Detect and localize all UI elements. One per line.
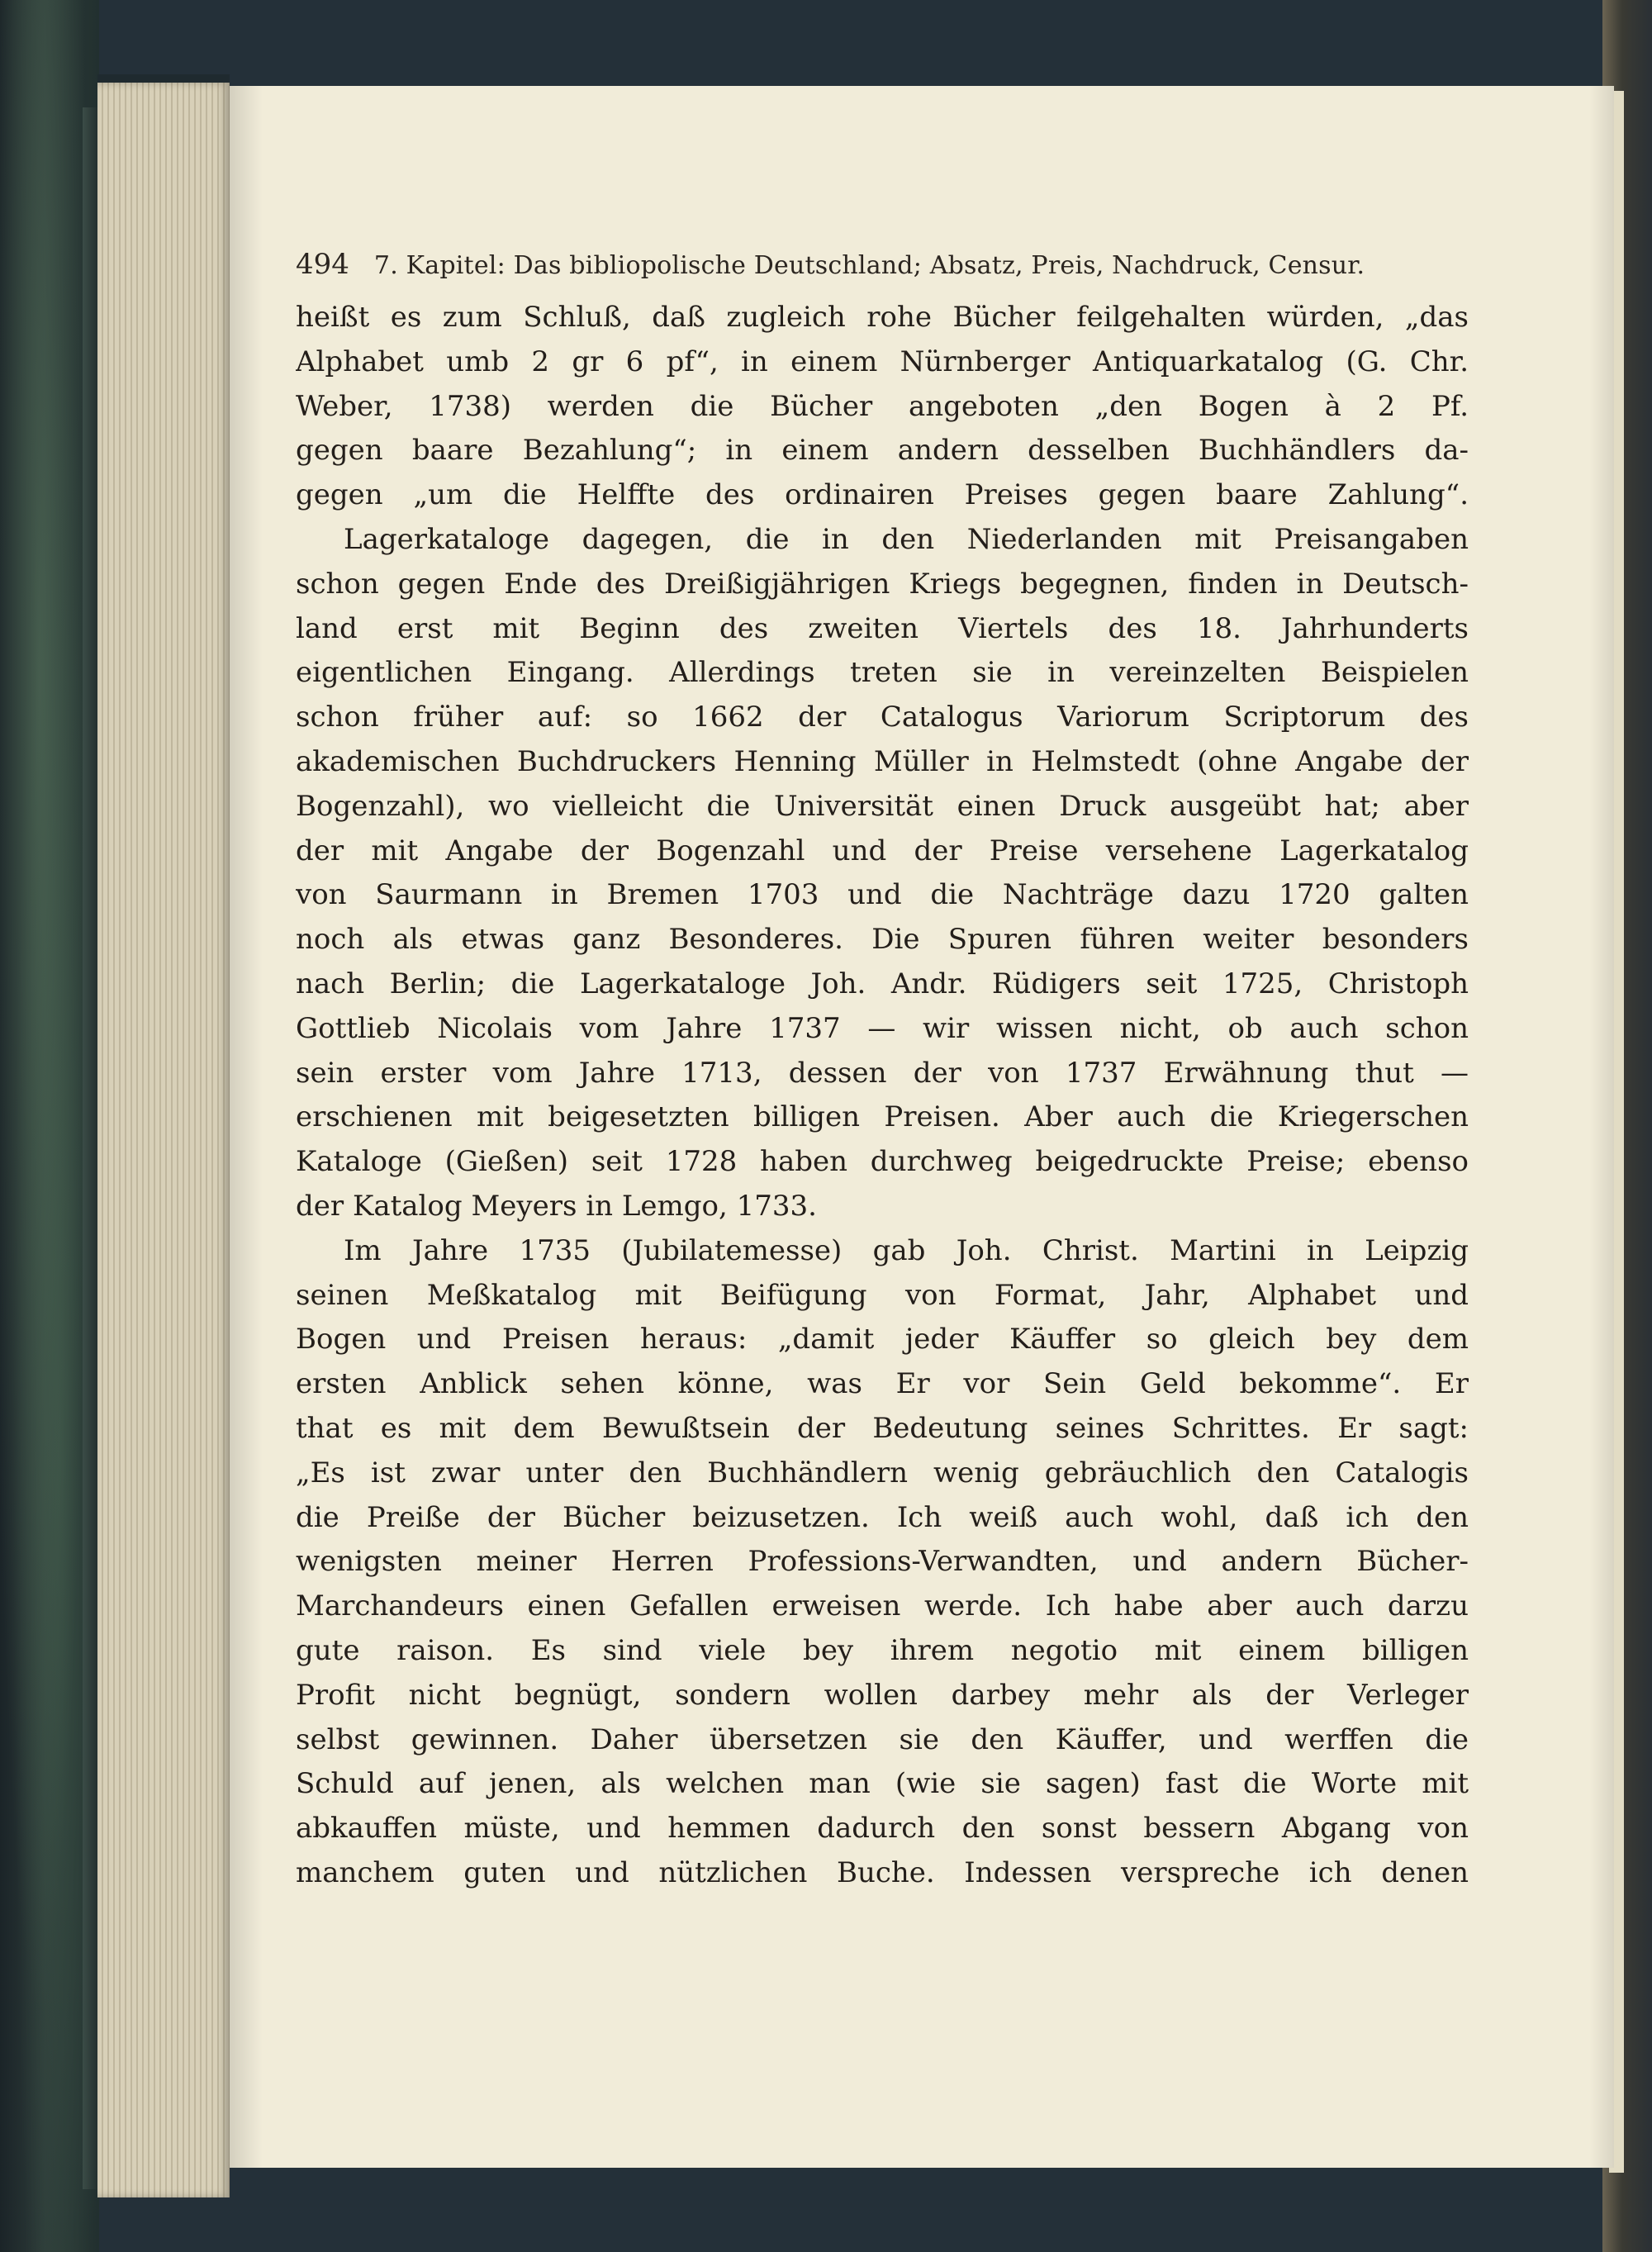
text-line: erschienen mit beigesetzten billigen Preisen. Aber auch die Kriegerschen <box>296 1100 1469 1134</box>
text-line: Schuld auf jenen, als welchen man (wie sie sagen) fast die Worte mit <box>296 1767 1469 1801</box>
body-text <box>296 296 1469 1896</box>
page-number: 494 <box>296 248 349 281</box>
page-stack-edges <box>97 83 230 2197</box>
text-line: die Preiße der Bücher beizusetzen. Ich weiß auch wohl, daß ich den <box>296 1500 1469 1534</box>
text-line: manchem guten und nützlichen Buche. Indessen verspreche ich denen <box>296 1855 1469 1889</box>
text-line: sein erster vom Jahre 1713, dessen der von 1737 Erwähnung thut — <box>296 1056 1469 1090</box>
text-line: abkauffen müste, und hemmen dadurch den sonst bessern Abgang von <box>296 1812 1469 1846</box>
text-line: gegen „um die Helffte des ordinairen Preises gegen baare Zahlung“. <box>296 478 1469 512</box>
text-line: wenigsten meiner Herren Professions-Verwandten, und andern Bücher- <box>296 1545 1469 1579</box>
text-line: Gottlieb Nicolais vom Jahre 1737 — wir wissen nicht, ob auch schon <box>296 1011 1469 1045</box>
text-line: gute raison. Es sind viele bey ihrem negotio mit einem billigen <box>296 1633 1469 1667</box>
text-line: Profit nicht begnügt, sondern wollen darbey mehr als der Verleger <box>296 1678 1469 1712</box>
text-line: land erst mit Beginn des zweiten Viertels des 18. Jahrhunderts <box>296 611 1469 645</box>
text-line: Alphabet umb 2 gr 6 pf“, in einem Nürnberger Antiquarkatalog (G. Chr. <box>296 344 1469 378</box>
text-line: Bogen und Preisen heraus: „damit jeder Käuffer so gleich bey dem <box>296 1323 1469 1356</box>
text-line: der Katalog Meyers in Lemgo, 1733. <box>296 1189 817 1223</box>
text-line: schon früher auf: so 1662 der Catalogus Variorum Scriptorum des <box>296 701 1469 734</box>
text-line: selbst gewinnen. Daher übersetzen sie den Käuffer, und werffen die <box>296 1722 1469 1756</box>
text-line: eigentlichen Eingang. Allerdings treten sie in vereinzelten Beispielen <box>296 656 1469 690</box>
text-line: gegen baare Bezahlung“; in einem andern desselben Buchhändlers da- <box>296 434 1469 468</box>
page-header <box>296 248 1444 287</box>
text-line: akademischen Buchdruckers Henning Müller in Helmstedt (ohne Angabe der <box>296 744 1469 778</box>
text-line: Marchandeurs einen Gefallen erweisen werde. Ich habe aber auch darzu <box>296 1589 1469 1623</box>
text-line: heißt es zum Schluß, daß zugleich rohe Bücher feilgehalten würden, „das <box>296 301 1469 334</box>
text-line: von Saurmann in Bremen 1703 und die Nachträge dazu 1720 galten <box>296 878 1469 912</box>
text-line: Weber, 1738) werden die Bücher angeboten „den Bogen à 2 Pf. <box>296 389 1469 423</box>
text-line: „Es ist zwar unter den Buchhändlern wenig gebräuchlich den Catalogis <box>296 1456 1469 1489</box>
text-line: noch als etwas ganz Besonderes. Die Spuren führen weiter besonders <box>296 923 1469 957</box>
text-line: Kataloge (Gießen) seit 1728 haben durchweg beigedruckte Preise; ebenso <box>296 1145 1469 1179</box>
text-line: Im Jahre 1735 (Jubilatemesse) gab Joh. Christ. Martini in Leipzig <box>344 1233 1469 1267</box>
text-line: der mit Angabe der Bogenzahl und der Preise versehene Lagerkatalog <box>296 834 1469 867</box>
text-line: schon gegen Ende des Dreißigjährigen Kriegs begegnen, finden in Deutsch- <box>296 567 1469 601</box>
text-line: seinen Meßkatalog mit Beifügung von Format, Jahr, Alphabet und <box>296 1278 1469 1312</box>
running-head: 7. Kapitel: Das bibliopolische Deutschland; Absatz, Preis, Nachdruck, Censur. <box>373 251 1365 280</box>
text-line: Lagerkataloge dagegen, die in den Niederlanden mit Preisangaben <box>344 522 1469 556</box>
text-line: Bogenzahl), wo vielleicht die Universität einen Druck ausgeübt hat; aber <box>296 789 1469 823</box>
text-line: that es mit dem Bewußtsein der Bedeutung seines Schrittes. Er sagt: <box>296 1411 1469 1445</box>
text-line: nach Berlin; die Lagerkataloge Joh. Andr. Rüdigers seit 1725, Christoph <box>296 967 1469 1000</box>
text-line: ersten Anblick sehen könne, was Er vor Sein Geld bekomme“. Er <box>296 1367 1469 1401</box>
